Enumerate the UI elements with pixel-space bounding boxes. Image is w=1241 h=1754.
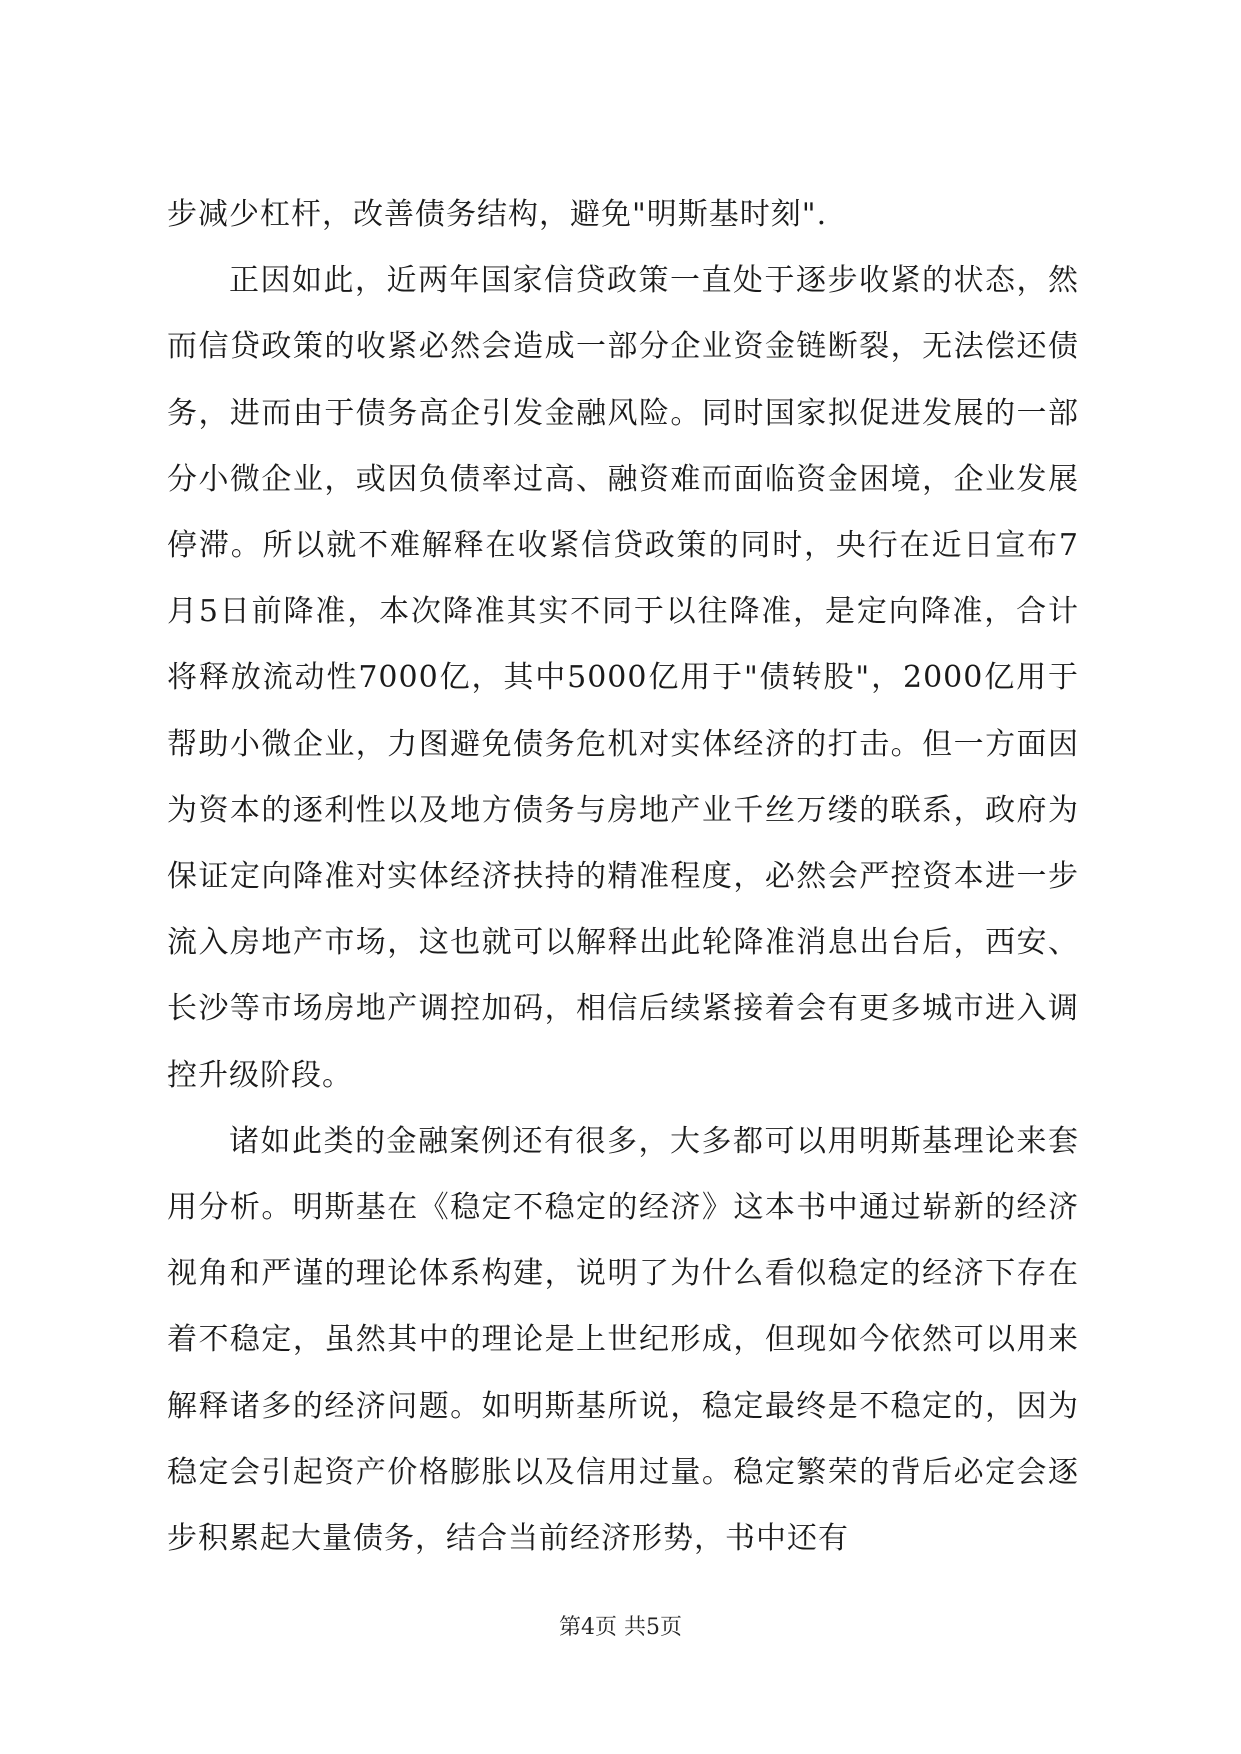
page-footer <box>0 1610 1241 1641</box>
paragraph-2: 正因如此，近两年国家信贷政策一直处于逐步收紧的状态，然而信贷政策的收紧必然会造成一部分企业资金链断裂，无法偿还债务，进而由于债务高企引发金融风险。同时国家拟促进发展的一部分小微企业，或因负债率过高、融资难而面临资金困境，企业发展停滞。所以就不难解释在收紧信贷政策的同时，央行在近日宣布7月5日前降准，本次降准其实不同于以往降准，是定向降准，合计将释放流动性7000亿，其中5000亿用于"债转股"，2000亿用于帮助小微企业，力图避免债务危机对实体经济的打击。但一方面因为资本的逐利性以及地方债务与房地产业千丝万缕的联系，政府为保证定向降准对实体经济扶持的精准程度，必然会严控资本进一步流入房地产市场，这也就可以解释出此轮降准消息出台后，西安、长沙等市场房地产调控加码，相信后续紧接着会有更多城市进入调控升级阶段。 <box>167 263 1079 1093</box>
paragraph-1: 步减少杠杆，改善债务结构，避免"明斯基时刻". <box>167 197 828 232</box>
paragraph-3: 诸如此类的金融案例还有很多，大多都可以用明斯基理论来套用分析。明斯基在《稳定不稳定的经济》这本书中通过崭新的经济视角和严谨的理论体系构建，说明了为什么看似稳定的经济下存在着不稳定，虽然其中的理论是上世纪形成，但现如今依然可以用来解释诸多的经济问题。如明斯基所说，稳定最终是不稳定的，因为稳定会引起资产价格膨胀以及信用过量。稳定繁荣的背后必定会逐步积累起大量债务，结合当前经济形势，书中还有 <box>167 1123 1079 1557</box>
page-number-label: 第4页 共5页 <box>559 1615 682 1640</box>
body-text <box>167 182 1079 1572</box>
